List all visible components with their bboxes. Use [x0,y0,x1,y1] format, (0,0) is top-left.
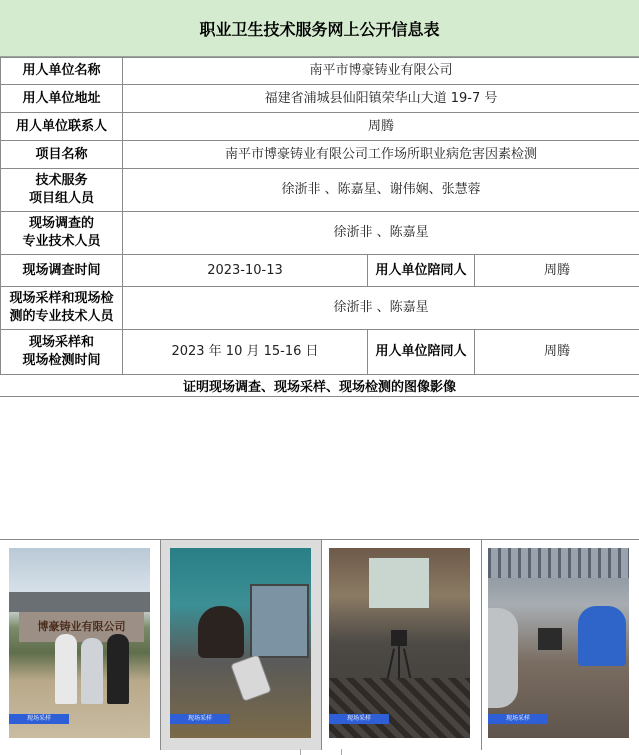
employer-name-value: 南平市博豪铸业有限公司 [123,58,639,85]
photo-cell [321,540,481,750]
sampling-staff-label-line1: 现场采样和现场检 [9,291,114,306]
photo-cell [160,540,321,750]
sampling-staff-label [1,287,123,330]
photo-cell [0,540,160,750]
project-name-value: 南平市博豪铸业有限公司工作场所职业病危害因素检测 [123,141,639,169]
project-name-label: 项目名称 [1,141,123,169]
table-row [1,58,639,85]
table-row [1,255,639,287]
employer-contact-value: 周腾 [123,113,639,141]
sampling-time-label [1,330,123,375]
company-sign: 博豪铸业有限公司 [19,612,144,642]
employer-address-label: 用人单位地址 [1,85,123,113]
table-row [1,330,639,375]
table-row [1,287,639,330]
machine-drum [488,608,518,708]
worker-blue [578,606,626,666]
site-photo-tripod[interactable] [329,548,470,738]
site-photo-instrument[interactable] [170,548,311,738]
survey-staff-value: 徐浙非 、陈嘉星 [123,212,639,255]
photo-tag: 现场采样 [170,714,230,724]
site-photo-sign[interactable] [9,548,150,738]
sampling-staff-label-line2: 测的专业技术人员 [9,309,114,324]
sampling-staff-value: 徐浙非 、陈嘉星 [123,287,639,330]
sampling-device [391,630,407,646]
building-shape [9,592,150,612]
sampling-time-label-line1: 现场采样和 [28,335,94,350]
team-members-label [1,169,123,212]
team-members-label-line1: 技术服务 [35,173,88,188]
team-members-value: 徐浙非 、陈嘉星、谢伟娴、张慧蓉 [123,169,639,212]
sampling-accompany-value: 周腾 [475,330,639,375]
table-row [1,212,639,255]
photo-cell [481,540,639,750]
employer-contact-label: 用人单位联系人 [1,113,123,141]
page-title: 职业卫生技术服务网上公开信息表 [0,0,639,57]
castings-pile [329,678,470,738]
worker-head [198,606,244,658]
survey-accompany-value: 周腾 [475,255,639,287]
team-members-label-line2: 项目组人员 [28,191,94,206]
photo-tag: 现场采样 [9,714,69,724]
table-row [1,141,639,169]
sampling-time-label-line2: 现场检测时间 [22,353,101,368]
employer-address-value: 福建省浦城县仙阳镇荣华山大道 19-7 号 [123,85,639,113]
roof-truss [488,548,629,578]
person-figure [81,638,103,704]
table-row [1,85,639,113]
table-row [1,169,639,212]
sampling-accompany-label: 用人单位陪同人 [368,330,475,375]
survey-staff-label-line1: 现场调查的 [28,216,94,231]
person-figure [107,634,129,704]
table-row [1,113,639,141]
machine-panel [250,584,309,658]
person-figure [55,634,77,704]
sampling-device [538,628,562,650]
photo-tag: 现场采样 [488,714,548,724]
photo-tag: 现场采样 [329,714,389,724]
survey-staff-label-line2: 专业技术人员 [22,234,101,249]
doorway-light [369,558,429,608]
survey-time-value: 2023-10-13 [123,255,368,287]
survey-accompany-label: 用人单位陪同人 [368,255,475,287]
photo-section-caption: 证明现场调查、现场采样、现场检测的图像影像 [0,374,639,397]
photo-strip [0,539,639,750]
employer-name-label: 用人单位名称 [1,58,123,85]
site-photo-worker[interactable] [488,548,629,738]
survey-staff-label [1,212,123,255]
page-footer-mark [300,749,342,755]
sampling-time-value: 2023 年 10 月 15-16 日 [123,330,368,375]
detector-device [230,654,272,702]
info-table [0,57,639,375]
survey-time-label: 现场调查时间 [1,255,123,287]
